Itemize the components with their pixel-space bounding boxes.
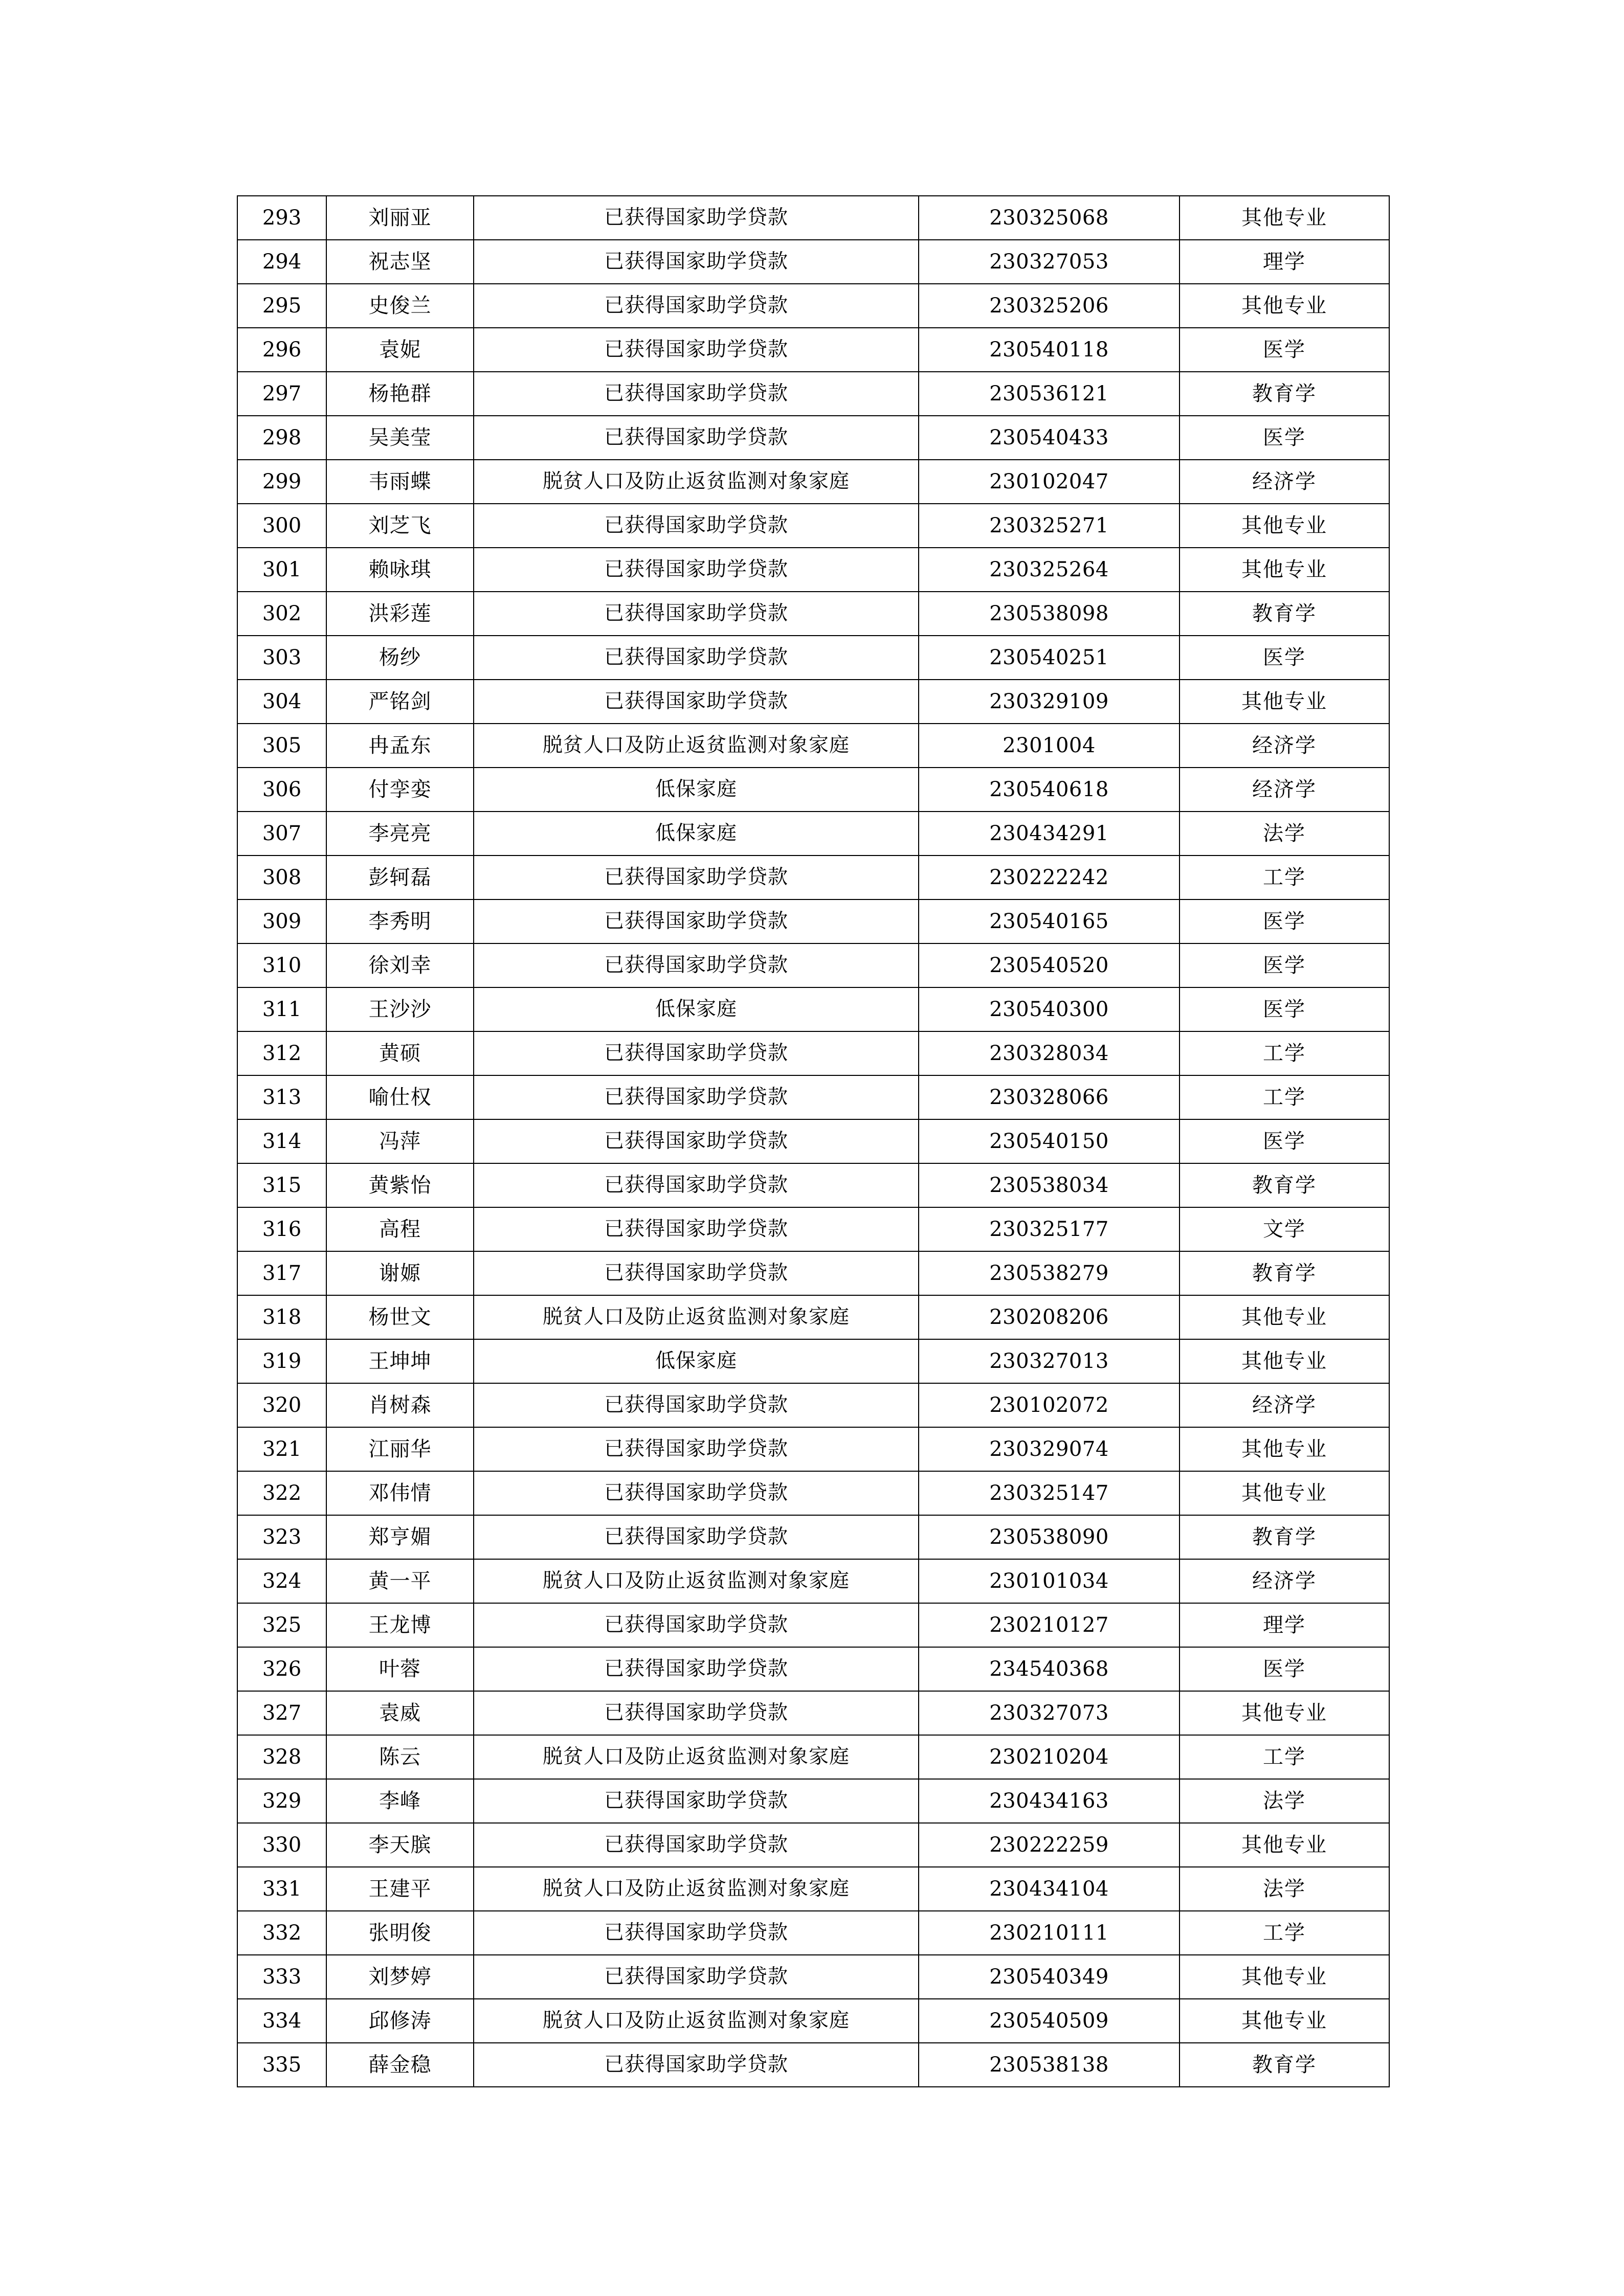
student-id-cell: 230210204: [919, 1735, 1180, 1779]
row-index-cell: 321: [237, 1427, 326, 1471]
discipline-cell: 医学: [1180, 987, 1389, 1031]
aid-category-cell: 已获得国家助学贷款: [474, 1163, 919, 1207]
table-row: [237, 592, 1389, 636]
aid-category-cell: 已获得国家助学贷款: [474, 856, 919, 899]
aid-category-cell: 低保家庭: [474, 768, 919, 812]
aid-category-cell: 已获得国家助学贷款: [474, 548, 919, 592]
discipline-cell: 其他专业: [1180, 1339, 1389, 1383]
table-row: [237, 1735, 1389, 1779]
table-row: [237, 1471, 1389, 1515]
table-row: [237, 987, 1389, 1031]
table-row: [237, 1295, 1389, 1339]
row-index-cell: 318: [237, 1295, 326, 1339]
row-index-cell: 333: [237, 1955, 326, 1999]
table-row: [237, 1515, 1389, 1559]
row-index-cell: 310: [237, 943, 326, 987]
row-index-cell: 299: [237, 460, 326, 504]
discipline-cell: 医学: [1180, 1119, 1389, 1163]
student-id-cell: 230540349: [919, 1955, 1180, 1999]
discipline-cell: 其他专业: [1180, 1823, 1389, 1867]
student-name-cell: 王建平: [326, 1867, 474, 1911]
student-id-cell: 230328034: [919, 1031, 1180, 1075]
student-name-cell: 张明俊: [326, 1911, 474, 1955]
discipline-cell: 医学: [1180, 416, 1389, 460]
student-id-cell: 230327073: [919, 1691, 1180, 1735]
aid-category-cell: 已获得国家助学贷款: [474, 1955, 919, 1999]
discipline-cell: 经济学: [1180, 768, 1389, 812]
aid-category-cell: 已获得国家助学贷款: [474, 196, 919, 240]
table-row: [237, 1779, 1389, 1823]
student-name-cell: 赖咏琪: [326, 548, 474, 592]
table-row: [237, 1999, 1389, 2043]
student-name-cell: 彭轲磊: [326, 856, 474, 899]
discipline-cell: 医学: [1180, 636, 1389, 680]
student-name-cell: 肖树森: [326, 1383, 474, 1427]
student-name-cell: 谢嫄: [326, 1251, 474, 1295]
aid-category-cell: 已获得国家助学贷款: [474, 1207, 919, 1251]
student-name-cell: 李峰: [326, 1779, 474, 1823]
discipline-cell: 经济学: [1180, 1559, 1389, 1603]
discipline-cell: 法学: [1180, 1779, 1389, 1823]
row-index-cell: 302: [237, 592, 326, 636]
student-id-cell: 230102047: [919, 460, 1180, 504]
student-name-cell: 史俊兰: [326, 284, 474, 328]
discipline-cell: 经济学: [1180, 724, 1389, 768]
discipline-cell: 工学: [1180, 856, 1389, 899]
aid-category-cell: 已获得国家助学贷款: [474, 1383, 919, 1427]
table-row: [237, 416, 1389, 460]
table-row: [237, 943, 1389, 987]
student-id-cell: 230434104: [919, 1867, 1180, 1911]
row-index-cell: 305: [237, 724, 326, 768]
discipline-cell: 教育学: [1180, 372, 1389, 416]
student-name-cell: 冉孟东: [326, 724, 474, 768]
student-name-cell: 邓伟情: [326, 1471, 474, 1515]
student-id-cell: 230540165: [919, 899, 1180, 943]
row-index-cell: 294: [237, 240, 326, 284]
aid-category-cell: 已获得国家助学贷款: [474, 1779, 919, 1823]
row-index-cell: 329: [237, 1779, 326, 1823]
discipline-cell: 其他专业: [1180, 196, 1389, 240]
table-row: [237, 240, 1389, 284]
student-id-cell: 230328066: [919, 1075, 1180, 1119]
row-index-cell: 332: [237, 1911, 326, 1955]
discipline-cell: 教育学: [1180, 1515, 1389, 1559]
student-id-cell: 230540150: [919, 1119, 1180, 1163]
student-name-cell: 杨纱: [326, 636, 474, 680]
row-index-cell: 297: [237, 372, 326, 416]
aid-category-cell: 低保家庭: [474, 987, 919, 1031]
row-index-cell: 293: [237, 196, 326, 240]
row-index-cell: 306: [237, 768, 326, 812]
discipline-cell: 理学: [1180, 1603, 1389, 1647]
row-index-cell: 330: [237, 1823, 326, 1867]
discipline-cell: 工学: [1180, 1911, 1389, 1955]
aid-category-cell: 低保家庭: [474, 1339, 919, 1383]
student-name-cell: 付孪娈: [326, 768, 474, 812]
row-index-cell: 326: [237, 1647, 326, 1691]
student-id-cell: 230325206: [919, 284, 1180, 328]
row-index-cell: 307: [237, 812, 326, 856]
row-index-cell: 309: [237, 899, 326, 943]
student-name-cell: 王坤坤: [326, 1339, 474, 1383]
discipline-cell: 文学: [1180, 1207, 1389, 1251]
aid-category-cell: 脱贫人口及防止返贫监测对象家庭: [474, 1867, 919, 1911]
student-name-cell: 李秀明: [326, 899, 474, 943]
student-id-cell: 230325271: [919, 504, 1180, 548]
table-row: [237, 768, 1389, 812]
aid-category-cell: 已获得国家助学贷款: [474, 1031, 919, 1075]
student-name-cell: 江丽华: [326, 1427, 474, 1471]
student-id-cell: 230327053: [919, 240, 1180, 284]
row-index-cell: 331: [237, 1867, 326, 1911]
student-id-cell: 230325068: [919, 196, 1180, 240]
student-id-cell: 230540433: [919, 416, 1180, 460]
student-name-cell: 袁妮: [326, 328, 474, 372]
table-row: [237, 196, 1389, 240]
row-index-cell: 327: [237, 1691, 326, 1735]
student-name-cell: 邱修涛: [326, 1999, 474, 2043]
student-id-cell: 230540618: [919, 768, 1180, 812]
row-index-cell: 312: [237, 1031, 326, 1075]
row-index-cell: 324: [237, 1559, 326, 1603]
row-index-cell: 298: [237, 416, 326, 460]
aid-category-cell: 已获得国家助学贷款: [474, 1823, 919, 1867]
aid-category-cell: 脱贫人口及防止返贫监测对象家庭: [474, 724, 919, 768]
row-index-cell: 315: [237, 1163, 326, 1207]
student-id-cell: 230540509: [919, 1999, 1180, 2043]
student-id-cell: 230222259: [919, 1823, 1180, 1867]
discipline-cell: 其他专业: [1180, 548, 1389, 592]
table-row: [237, 1383, 1389, 1427]
aid-category-cell: 已获得国家助学贷款: [474, 1075, 919, 1119]
table-row: [237, 1251, 1389, 1295]
student-id-cell: 230538034: [919, 1163, 1180, 1207]
aid-category-cell: 脱贫人口及防止返贫监测对象家庭: [474, 460, 919, 504]
table-row: [237, 1339, 1389, 1383]
table-row: [237, 1207, 1389, 1251]
aid-category-cell: 已获得国家助学贷款: [474, 1647, 919, 1691]
student-name-cell: 刘梦婷: [326, 1955, 474, 1999]
row-index-cell: 304: [237, 680, 326, 724]
table-row: [237, 1867, 1389, 1911]
student-id-cell: 230325264: [919, 548, 1180, 592]
table-row: [237, 548, 1389, 592]
student-name-cell: 喻仕权: [326, 1075, 474, 1119]
discipline-cell: 教育学: [1180, 1251, 1389, 1295]
table-row: [237, 1911, 1389, 1955]
discipline-cell: 医学: [1180, 1647, 1389, 1691]
aid-category-cell: 已获得国家助学贷款: [474, 328, 919, 372]
student-id-cell: 230540251: [919, 636, 1180, 680]
row-index-cell: 296: [237, 328, 326, 372]
student-id-cell: 230538279: [919, 1251, 1180, 1295]
discipline-cell: 医学: [1180, 943, 1389, 987]
aid-category-cell: 已获得国家助学贷款: [474, 943, 919, 987]
student-id-cell: 230325147: [919, 1471, 1180, 1515]
aid-category-cell: 已获得国家助学贷款: [474, 504, 919, 548]
table-row: [237, 1163, 1389, 1207]
roster-table-body: [237, 196, 1389, 2087]
discipline-cell: 其他专业: [1180, 1691, 1389, 1735]
discipline-cell: 法学: [1180, 1867, 1389, 1911]
table-row: [237, 1427, 1389, 1471]
aid-category-cell: 已获得国家助学贷款: [474, 372, 919, 416]
aid-category-cell: 已获得国家助学贷款: [474, 899, 919, 943]
table-row: [237, 372, 1389, 416]
discipline-cell: 教育学: [1180, 592, 1389, 636]
row-index-cell: 323: [237, 1515, 326, 1559]
table-row: [237, 1955, 1389, 1999]
table-row: [237, 1603, 1389, 1647]
student-id-cell: 230434163: [919, 1779, 1180, 1823]
row-index-cell: 325: [237, 1603, 326, 1647]
student-name-cell: 吴美莹: [326, 416, 474, 460]
student-id-cell: 230210127: [919, 1603, 1180, 1647]
student-id-cell: 230538098: [919, 592, 1180, 636]
student-name-cell: 王龙博: [326, 1603, 474, 1647]
row-index-cell: 335: [237, 2043, 326, 2087]
student-aid-roster-table: [237, 195, 1390, 2087]
aid-category-cell: 已获得国家助学贷款: [474, 636, 919, 680]
student-id-cell: 230540300: [919, 987, 1180, 1031]
student-name-cell: 李天膑: [326, 1823, 474, 1867]
row-index-cell: 314: [237, 1119, 326, 1163]
table-row: [237, 636, 1389, 680]
student-name-cell: 刘芝飞: [326, 504, 474, 548]
aid-category-cell: 脱贫人口及防止返贫监测对象家庭: [474, 1999, 919, 2043]
row-index-cell: 320: [237, 1383, 326, 1427]
aid-category-cell: 已获得国家助学贷款: [474, 284, 919, 328]
discipline-cell: 教育学: [1180, 1163, 1389, 1207]
student-id-cell: 230327013: [919, 1339, 1180, 1383]
row-index-cell: 322: [237, 1471, 326, 1515]
aid-category-cell: 已获得国家助学贷款: [474, 592, 919, 636]
discipline-cell: 其他专业: [1180, 1955, 1389, 1999]
student-id-cell: 230329074: [919, 1427, 1180, 1471]
student-id-cell: 230540520: [919, 943, 1180, 987]
student-name-cell: 杨世文: [326, 1295, 474, 1339]
row-index-cell: 319: [237, 1339, 326, 1383]
table-row: [237, 284, 1389, 328]
aid-category-cell: 已获得国家助学贷款: [474, 1911, 919, 1955]
row-index-cell: 334: [237, 1999, 326, 2043]
student-id-cell: 230102072: [919, 1383, 1180, 1427]
aid-category-cell: 已获得国家助学贷款: [474, 1603, 919, 1647]
table-row: [237, 1647, 1389, 1691]
row-index-cell: 311: [237, 987, 326, 1031]
aid-category-cell: 已获得国家助学贷款: [474, 1471, 919, 1515]
student-name-cell: 王沙沙: [326, 987, 474, 1031]
row-index-cell: 313: [237, 1075, 326, 1119]
student-name-cell: 叶蓉: [326, 1647, 474, 1691]
aid-category-cell: 已获得国家助学贷款: [474, 1427, 919, 1471]
student-name-cell: 黄硕: [326, 1031, 474, 1075]
student-name-cell: 刘丽亚: [326, 196, 474, 240]
student-name-cell: 严铭剑: [326, 680, 474, 724]
aid-category-cell: 已获得国家助学贷款: [474, 680, 919, 724]
discipline-cell: 经济学: [1180, 1383, 1389, 1427]
student-name-cell: 高程: [326, 1207, 474, 1251]
student-name-cell: 杨艳群: [326, 372, 474, 416]
table-row: [237, 680, 1389, 724]
student-id-cell: 230536121: [919, 372, 1180, 416]
student-id-cell: 230540118: [919, 328, 1180, 372]
student-name-cell: 黄紫怡: [326, 1163, 474, 1207]
aid-category-cell: 脱贫人口及防止返贫监测对象家庭: [474, 1735, 919, 1779]
student-name-cell: 冯萍: [326, 1119, 474, 1163]
aid-category-cell: 低保家庭: [474, 812, 919, 856]
discipline-cell: 工学: [1180, 1735, 1389, 1779]
discipline-cell: 其他专业: [1180, 1295, 1389, 1339]
discipline-cell: 其他专业: [1180, 1999, 1389, 2043]
student-id-cell: 230325177: [919, 1207, 1180, 1251]
table-row: [237, 1031, 1389, 1075]
table-row: [237, 1823, 1389, 1867]
discipline-cell: 工学: [1180, 1075, 1389, 1119]
aid-category-cell: 已获得国家助学贷款: [474, 240, 919, 284]
student-name-cell: 薛金稳: [326, 2043, 474, 2087]
student-id-cell: 230210111: [919, 1911, 1180, 1955]
table-row: [237, 460, 1389, 504]
discipline-cell: 其他专业: [1180, 1471, 1389, 1515]
table-row: [237, 1119, 1389, 1163]
discipline-cell: 医学: [1180, 328, 1389, 372]
discipline-cell: 医学: [1180, 899, 1389, 943]
student-name-cell: 韦雨蝶: [326, 460, 474, 504]
aid-category-cell: 已获得国家助学贷款: [474, 416, 919, 460]
discipline-cell: 法学: [1180, 812, 1389, 856]
row-index-cell: 301: [237, 548, 326, 592]
student-id-cell: 230329109: [919, 680, 1180, 724]
discipline-cell: 经济学: [1180, 460, 1389, 504]
student-id-cell: 230538138: [919, 2043, 1180, 2087]
student-name-cell: 祝志坚: [326, 240, 474, 284]
student-id-cell: 230434291: [919, 812, 1180, 856]
student-id-cell: 2301004: [919, 724, 1180, 768]
table-row: [237, 1691, 1389, 1735]
student-name-cell: 洪彩莲: [326, 592, 474, 636]
discipline-cell: 其他专业: [1180, 284, 1389, 328]
student-name-cell: 黄一平: [326, 1559, 474, 1603]
row-index-cell: 328: [237, 1735, 326, 1779]
student-name-cell: 徐刘幸: [326, 943, 474, 987]
table-row: [237, 856, 1389, 899]
table-row: [237, 1075, 1389, 1119]
aid-category-cell: 已获得国家助学贷款: [474, 1691, 919, 1735]
discipline-cell: 其他专业: [1180, 1427, 1389, 1471]
table-row: [237, 2043, 1389, 2087]
discipline-cell: 理学: [1180, 240, 1389, 284]
table-row: [237, 899, 1389, 943]
student-id-cell: 234540368: [919, 1647, 1180, 1691]
student-id-cell: 230222242: [919, 856, 1180, 899]
table-row: [237, 812, 1389, 856]
row-index-cell: 303: [237, 636, 326, 680]
discipline-cell: 工学: [1180, 1031, 1389, 1075]
aid-category-cell: 脱贫人口及防止返贫监测对象家庭: [474, 1295, 919, 1339]
student-id-cell: 230538090: [919, 1515, 1180, 1559]
student-id-cell: 230101034: [919, 1559, 1180, 1603]
aid-category-cell: 脱贫人口及防止返贫监测对象家庭: [474, 1559, 919, 1603]
student-name-cell: 陈云: [326, 1735, 474, 1779]
row-index-cell: 317: [237, 1251, 326, 1295]
discipline-cell: 教育学: [1180, 2043, 1389, 2087]
table-row: [237, 328, 1389, 372]
student-name-cell: 袁威: [326, 1691, 474, 1735]
aid-category-cell: 已获得国家助学贷款: [474, 1251, 919, 1295]
table-row: [237, 504, 1389, 548]
aid-category-cell: 已获得国家助学贷款: [474, 1119, 919, 1163]
table-row: [237, 1559, 1389, 1603]
row-index-cell: 300: [237, 504, 326, 548]
row-index-cell: 316: [237, 1207, 326, 1251]
aid-category-cell: 已获得国家助学贷款: [474, 2043, 919, 2087]
discipline-cell: 其他专业: [1180, 504, 1389, 548]
discipline-cell: 其他专业: [1180, 680, 1389, 724]
aid-category-cell: 已获得国家助学贷款: [474, 1515, 919, 1559]
row-index-cell: 295: [237, 284, 326, 328]
table-row: [237, 724, 1389, 768]
student-name-cell: 李亮亮: [326, 812, 474, 856]
student-name-cell: 郑亨媚: [326, 1515, 474, 1559]
row-index-cell: 308: [237, 856, 326, 899]
student-id-cell: 230208206: [919, 1295, 1180, 1339]
